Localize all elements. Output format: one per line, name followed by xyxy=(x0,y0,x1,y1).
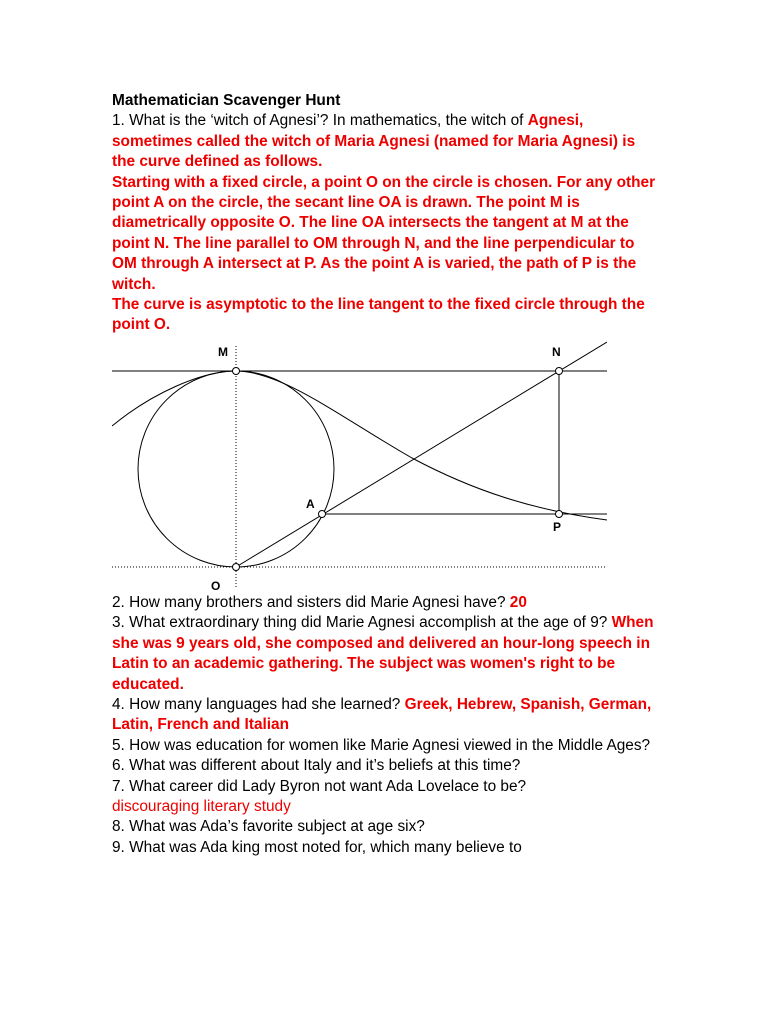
witch-curve xyxy=(112,371,607,520)
question-8: 8. What was Ada’s favorite subject at age six? xyxy=(112,818,425,836)
question-6: 6. What was different about Italy and it’s beliefs at this time? xyxy=(112,757,521,775)
point-a-marker xyxy=(319,510,326,517)
worksheet xyxy=(112,91,657,858)
answer-4: Greek, Hebrew, Spanish, German, Latin, French and Italian xyxy=(112,695,652,734)
answer-1-part-1: Agnesi, sometimes called the witch of Maria Agnesi (named for Maria Agnesi) is the curve defined as follows. xyxy=(112,112,636,171)
label-n: N xyxy=(552,344,561,359)
answer-1-part-3: The curve is asymptotic to the line tangent to the fixed circle through the point O. xyxy=(112,296,645,334)
question-3-text: 3. What extraordinary thing did Marie Agnesi accomplish at the age of 9? xyxy=(112,614,612,632)
question-2-text: 2. How many brothers and sisters did Marie Agnesi have? xyxy=(112,593,510,611)
question-4-text: 4. How many languages had she learned? xyxy=(112,695,405,713)
answer-1-part-2: Starting with a fixed circle, a point O on the circle is chosen. For any other point A on the circle, the secant line OA is drawn. The point M is diametrically opposite O. The line OA intersects the tangent at M at the point N. The line parallel to OM through N, and the line perpendicular to OM through A intersect at P. As the point A is varied, the path of P is the witch. xyxy=(112,173,656,293)
secant-line-oan xyxy=(236,342,607,567)
question-4 xyxy=(112,695,657,736)
question-7: 7. What career did Lady Byron not want Ada Lovelace to be? xyxy=(112,777,527,795)
question-5: 5. How was education for women like Marie Agnesi viewed in the Middle Ages? xyxy=(112,736,651,754)
answer-7: discouraging literary study xyxy=(112,797,291,815)
point-p-marker xyxy=(556,510,563,517)
answer-3: When she was 9 years old, she composed and delivered an hour-long speech in Latin to an academic gathering. The subject was women's right to be educated. xyxy=(112,614,654,693)
question-9: 9. What was Ada king most noted for, which many believe to xyxy=(112,838,522,856)
point-m-marker xyxy=(233,367,240,374)
answer-2: 20 xyxy=(509,593,527,611)
point-o-marker xyxy=(233,563,240,570)
label-a: A xyxy=(306,496,315,511)
question-1 xyxy=(112,111,657,172)
label-o: O xyxy=(211,578,221,593)
question-1-text: 1. What is the ‘witch of Agnesi’? In mathematics, the witch of xyxy=(112,112,528,130)
point-n-marker xyxy=(556,367,563,374)
worksheet-title: Mathematician Scavenger Hunt xyxy=(112,92,341,109)
question-2 xyxy=(112,593,657,613)
witch-of-agnesi-diagram xyxy=(112,338,607,593)
question-3 xyxy=(112,613,657,695)
label-m: M xyxy=(218,344,228,359)
label-p: P xyxy=(553,519,562,534)
